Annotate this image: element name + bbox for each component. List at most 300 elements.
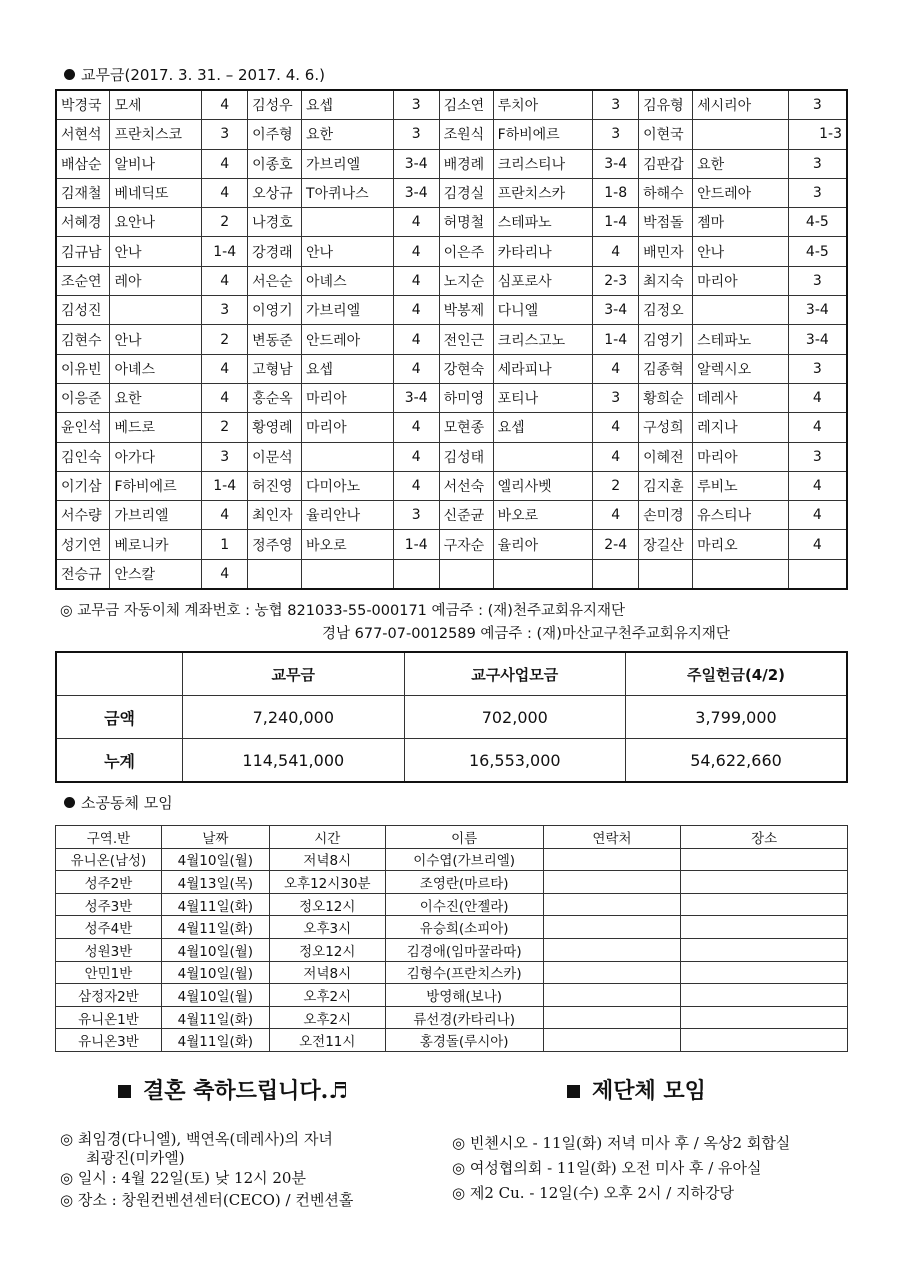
member-name: 김현수 xyxy=(56,325,110,354)
small-cell xyxy=(681,938,848,961)
dues-months: 4 xyxy=(393,208,439,237)
dues-months: 3-4 xyxy=(393,178,439,207)
member-name: 김규남 xyxy=(56,237,110,266)
table-row xyxy=(56,149,847,178)
member-name: 배삼순 xyxy=(56,149,110,178)
member-name: 고형남 xyxy=(248,354,302,383)
small-cell xyxy=(681,984,848,1007)
small-cell xyxy=(681,871,848,894)
wedding-line-1: ◎ 최임경(다니엘), 백연옥(데레사)의 자녀 xyxy=(60,1130,333,1148)
small-cell xyxy=(543,1006,681,1029)
small-cell: 유니온(남성) xyxy=(56,848,162,871)
baptismal-name xyxy=(693,559,789,589)
dues-months: 4 xyxy=(202,354,248,383)
member-name: 이유빈 xyxy=(56,354,110,383)
small-cell: 4월10일(월) xyxy=(161,961,269,984)
summary-header-cell: 주일헌금(4/2) xyxy=(626,652,848,696)
dues-table xyxy=(55,89,848,590)
baptismal-name: 요한 xyxy=(110,383,202,412)
member-name: 박점돌 xyxy=(639,208,693,237)
groups-heading xyxy=(567,1074,706,1105)
table-row xyxy=(56,237,847,266)
member-name: 나경호 xyxy=(248,208,302,237)
baptismal-name: 아녜스 xyxy=(110,354,202,383)
summary-row xyxy=(56,696,847,739)
square-bullet-icon xyxy=(567,1085,580,1098)
baptismal-name: 크리스고노 xyxy=(493,325,593,354)
dues-months: 3 xyxy=(788,90,847,120)
dues-months: 4 xyxy=(593,501,639,530)
small-header-cell: 연락처 xyxy=(543,826,681,849)
baptismal-name: 요셉 xyxy=(302,90,394,120)
dues-months: 1-4 xyxy=(393,530,439,559)
dues-months: 2-4 xyxy=(593,530,639,559)
summary-value: 114,541,000 xyxy=(183,739,405,783)
small-cell: 정오12시 xyxy=(269,938,385,961)
member-name xyxy=(639,559,693,589)
dues-months: 3 xyxy=(202,442,248,471)
baptismal-name xyxy=(110,296,202,325)
dues-months: 4 xyxy=(593,237,639,266)
dues-months: 4 xyxy=(788,471,847,500)
member-name: 신준균 xyxy=(439,501,493,530)
dues-months: 4 xyxy=(788,413,847,442)
small-cell: 정오12시 xyxy=(269,893,385,916)
small-cell: 이수진(안젤라) xyxy=(385,893,543,916)
table-row xyxy=(56,1006,848,1029)
baptismal-name: 레아 xyxy=(110,266,202,295)
small-cell xyxy=(543,893,681,916)
member-name: 서현석 xyxy=(56,120,110,149)
table-row xyxy=(56,90,847,120)
baptismal-name xyxy=(302,559,394,589)
baptismal-name: F하비에르 xyxy=(493,120,593,149)
dues-months: 3-4 xyxy=(788,325,847,354)
dues-months: 4 xyxy=(393,471,439,500)
baptismal-name xyxy=(693,296,789,325)
baptismal-name: 카타리나 xyxy=(493,237,593,266)
table-row xyxy=(56,893,848,916)
dues-months: 1-8 xyxy=(593,178,639,207)
dues-months: 4 xyxy=(788,501,847,530)
table-row xyxy=(56,501,847,530)
member-name: 김성우 xyxy=(248,90,302,120)
table-row xyxy=(56,325,847,354)
member-name: 정주영 xyxy=(248,530,302,559)
baptismal-name: 베네딕또 xyxy=(110,178,202,207)
small-header-cell: 날짜 xyxy=(161,826,269,849)
table-row xyxy=(56,471,847,500)
dues-months: 4 xyxy=(202,90,248,120)
small-cell: 4월10일(월) xyxy=(161,848,269,871)
small-cell: 오후2시 xyxy=(269,1006,385,1029)
baptismal-name: 베드로 xyxy=(110,413,202,442)
baptismal-name: 안나 xyxy=(110,237,202,266)
table-row xyxy=(56,559,847,589)
small-cell xyxy=(543,871,681,894)
table-row xyxy=(56,120,847,149)
baptismal-name: 알비나 xyxy=(110,149,202,178)
small-cell xyxy=(681,893,848,916)
baptismal-name: 요셉 xyxy=(493,413,593,442)
member-name: 장길산 xyxy=(639,530,693,559)
baptismal-name xyxy=(693,120,789,149)
groups-line-3: ◎ 제2 Cu. - 12일(수) 오후 2시 / 지하강당 xyxy=(452,1184,735,1202)
table-row xyxy=(56,266,847,295)
baptismal-name: 크리스티나 xyxy=(493,149,593,178)
small-community-table xyxy=(55,825,848,1052)
baptismal-name: 스테파노 xyxy=(693,325,789,354)
member-name: 최지숙 xyxy=(639,266,693,295)
small-cell: 성원3반 xyxy=(56,938,162,961)
table-row xyxy=(56,871,848,894)
dues-months: 2 xyxy=(202,325,248,354)
member-name: 배민자 xyxy=(639,237,693,266)
baptismal-name: 안나 xyxy=(302,237,394,266)
dues-title-text: 교무금(2017. 3. 31. – 2017. 4. 6.) xyxy=(81,66,325,84)
dues-months: 2 xyxy=(593,471,639,500)
member-name: 노지순 xyxy=(439,266,493,295)
baptismal-name: 젬마 xyxy=(693,208,789,237)
bullet-dot-icon xyxy=(64,797,75,808)
summary-table xyxy=(55,651,848,783)
baptismal-name: 유스티나 xyxy=(693,501,789,530)
member-name: 김유형 xyxy=(639,90,693,120)
dues-months: 3-4 xyxy=(593,149,639,178)
baptismal-name: 아녜스 xyxy=(302,266,394,295)
small-cell xyxy=(681,916,848,939)
member-name: 김경실 xyxy=(439,178,493,207)
small-cell: 저녁8시 xyxy=(269,961,385,984)
baptismal-name: 안스칼 xyxy=(110,559,202,589)
member-name: 김정오 xyxy=(639,296,693,325)
small-header-cell: 구역.반 xyxy=(56,826,162,849)
member-name: 서은순 xyxy=(248,266,302,295)
dues-months: 4 xyxy=(393,296,439,325)
baptismal-name: 안나 xyxy=(110,325,202,354)
dues-months: 2 xyxy=(202,208,248,237)
baptismal-name: 안드레아 xyxy=(693,178,789,207)
dues-months xyxy=(393,559,439,589)
member-name: 구성희 xyxy=(639,413,693,442)
small-cell: 성주4반 xyxy=(56,916,162,939)
small-cell: 오후3시 xyxy=(269,916,385,939)
small-cell: 성주2반 xyxy=(56,871,162,894)
baptismal-name: F하비에르 xyxy=(110,471,202,500)
small-cell: 조영란(마르타) xyxy=(385,871,543,894)
dues-months: 3 xyxy=(593,383,639,412)
dues-months: 3-4 xyxy=(393,149,439,178)
small-cell: 류선경(카타리나) xyxy=(385,1006,543,1029)
dues-months xyxy=(593,559,639,589)
small-community-title-text: 소공동체 모임 xyxy=(81,794,173,812)
summary-header-row xyxy=(56,652,847,696)
member-name: 최인자 xyxy=(248,501,302,530)
small-cell xyxy=(543,848,681,871)
dues-months: 4 xyxy=(393,354,439,383)
baptismal-name xyxy=(302,208,394,237)
small-cell: 4월13일(목) xyxy=(161,871,269,894)
member-name: 하해수 xyxy=(639,178,693,207)
baptismal-name: 안나 xyxy=(693,237,789,266)
small-cell: 4월10일(월) xyxy=(161,938,269,961)
dues-months: 3 xyxy=(393,501,439,530)
dues-months: 3 xyxy=(788,266,847,295)
groups-title: 제단체 모임 xyxy=(592,1078,706,1104)
dues-months: 3 xyxy=(788,178,847,207)
table-row xyxy=(56,296,847,325)
baptismal-name: 데레사 xyxy=(693,383,789,412)
baptismal-name: 율리안나 xyxy=(302,501,394,530)
small-cell: 유니온3반 xyxy=(56,1029,162,1052)
baptismal-name: 요한 xyxy=(302,120,394,149)
small-cell xyxy=(681,1006,848,1029)
member-name: 이은주 xyxy=(439,237,493,266)
summary-row xyxy=(56,739,847,783)
table-row xyxy=(56,354,847,383)
dues-months: 3 xyxy=(202,296,248,325)
table-row xyxy=(56,938,848,961)
member-name: 손미경 xyxy=(639,501,693,530)
summary-header-cell: 교구사업모금 xyxy=(404,652,625,696)
dues-months: 1 xyxy=(202,530,248,559)
baptismal-name: 레지나 xyxy=(693,413,789,442)
member-name: 서혜경 xyxy=(56,208,110,237)
small-header-cell: 시간 xyxy=(269,826,385,849)
member-name: 김인숙 xyxy=(56,442,110,471)
member-name: 황희순 xyxy=(639,383,693,412)
member-name: 이현국 xyxy=(639,120,693,149)
dues-months: 4 xyxy=(593,354,639,383)
dues-months: 2-3 xyxy=(593,266,639,295)
member-name: 김영기 xyxy=(639,325,693,354)
dues-months: 3 xyxy=(788,354,847,383)
small-cell xyxy=(681,1029,848,1052)
dues-months: 4 xyxy=(788,383,847,412)
member-name: 전인근 xyxy=(439,325,493,354)
member-name: 강현숙 xyxy=(439,354,493,383)
member-name: 서선숙 xyxy=(439,471,493,500)
baptismal-name: 요한 xyxy=(693,149,789,178)
member-name: 이응준 xyxy=(56,383,110,412)
baptismal-name: 스테파노 xyxy=(493,208,593,237)
dues-months: 3 xyxy=(202,120,248,149)
table-row xyxy=(56,442,847,471)
member-name: 강경래 xyxy=(248,237,302,266)
baptismal-name: 마리오 xyxy=(693,530,789,559)
small-cell: 안민1반 xyxy=(56,961,162,984)
member-name: 조원식 xyxy=(439,120,493,149)
small-cell xyxy=(543,961,681,984)
small-cell: 방영해(보나) xyxy=(385,984,543,1007)
member-name: 배경례 xyxy=(439,149,493,178)
dues-months: 4 xyxy=(202,178,248,207)
small-cell: 4월11일(화) xyxy=(161,1029,269,1052)
member-name: 김재철 xyxy=(56,178,110,207)
small-cell xyxy=(543,916,681,939)
baptismal-name: 바오로 xyxy=(493,501,593,530)
wedding-title: 결혼 축하드립니다.♬ xyxy=(143,1078,349,1104)
summary-value: 702,000 xyxy=(404,696,625,739)
member-name: 이주형 xyxy=(248,120,302,149)
dues-months: 4 xyxy=(202,149,248,178)
table-row xyxy=(56,984,848,1007)
small-cell: 김형수(프란치스카) xyxy=(385,961,543,984)
baptismal-name: 모세 xyxy=(110,90,202,120)
summary-value: 54,622,660 xyxy=(626,739,848,783)
wedding-line-2: 최광진(미카엘) xyxy=(86,1149,185,1167)
member-name: 김성태 xyxy=(439,442,493,471)
baptismal-name: 엘리사벳 xyxy=(493,471,593,500)
small-cell: 성주3반 xyxy=(56,893,162,916)
dues-months: 4 xyxy=(393,266,439,295)
baptismal-name: 프란치스코 xyxy=(110,120,202,149)
member-name: 김성진 xyxy=(56,296,110,325)
small-cell: 삼정자2반 xyxy=(56,984,162,1007)
table-row xyxy=(56,383,847,412)
member-name xyxy=(439,559,493,589)
member-name: 홍순옥 xyxy=(248,383,302,412)
baptismal-name: 가브리엘 xyxy=(110,501,202,530)
account-line-2: 경남 677-07-0012589 예금주 : (재)마산교구천주교회유지재단 xyxy=(322,626,730,642)
small-header-cell: 장소 xyxy=(681,826,848,849)
baptismal-name: 세시리아 xyxy=(693,90,789,120)
baptismal-name: 알렉시오 xyxy=(693,354,789,383)
account-line-1: ◎ 교무금 자동이체 계좌번호 : 농협 821033-55-000171 예금주 : (재)천주교회유지재단 xyxy=(60,603,626,619)
member-name: 서수량 xyxy=(56,501,110,530)
dues-months: 3 xyxy=(593,120,639,149)
member-name: 조순연 xyxy=(56,266,110,295)
baptismal-name: 바오로 xyxy=(302,530,394,559)
dues-months: 1-4 xyxy=(593,208,639,237)
member-name: 박경국 xyxy=(56,90,110,120)
member-name: 황영례 xyxy=(248,413,302,442)
baptismal-name xyxy=(302,442,394,471)
dues-months: 3-4 xyxy=(393,383,439,412)
small-cell xyxy=(543,984,681,1007)
baptismal-name: 베로니카 xyxy=(110,530,202,559)
small-cell xyxy=(543,938,681,961)
member-name: 성기연 xyxy=(56,530,110,559)
dues-months: 4-5 xyxy=(788,237,847,266)
baptismal-name: 다미아노 xyxy=(302,471,394,500)
dues-months: 3-4 xyxy=(593,296,639,325)
dues-months: 3 xyxy=(393,90,439,120)
small-cell: 김경애(임마꿀라따) xyxy=(385,938,543,961)
baptismal-name xyxy=(493,559,593,589)
table-row xyxy=(56,530,847,559)
summary-header-cell xyxy=(56,652,183,696)
member-name: 이종호 xyxy=(248,149,302,178)
dues-months: 1-4 xyxy=(202,237,248,266)
baptismal-name: 심포로사 xyxy=(493,266,593,295)
baptismal-name: 다니엘 xyxy=(493,296,593,325)
small-cell xyxy=(681,961,848,984)
baptismal-name: 가브리엘 xyxy=(302,296,394,325)
table-row xyxy=(56,1029,848,1052)
dues-months: 4 xyxy=(393,325,439,354)
member-name: 김소연 xyxy=(439,90,493,120)
table-row xyxy=(56,208,847,237)
summary-value: 3,799,000 xyxy=(626,696,848,739)
member-name: 김판갑 xyxy=(639,149,693,178)
dues-months: 1-3 xyxy=(788,120,847,149)
square-bullet-icon xyxy=(118,1085,131,1098)
member-name: 허진영 xyxy=(248,471,302,500)
dues-months: 3-4 xyxy=(788,296,847,325)
dues-months: 4 xyxy=(393,237,439,266)
bullet-dot-icon xyxy=(64,69,75,80)
baptismal-name: 요셉 xyxy=(302,354,394,383)
dues-months: 3 xyxy=(788,442,847,471)
member-name: 이기삼 xyxy=(56,471,110,500)
baptismal-name: 마리아 xyxy=(693,442,789,471)
small-cell: 오후2시 xyxy=(269,984,385,1007)
small-cell: 유니온1반 xyxy=(56,1006,162,1029)
baptismal-name: 율리아 xyxy=(493,530,593,559)
small-cell: 4월10일(월) xyxy=(161,984,269,1007)
groups-line-2: ◎ 여성협의회 - 11일(화) 오전 미사 후 / 유아실 xyxy=(452,1159,762,1177)
dues-months xyxy=(788,559,847,589)
baptismal-name: 세라피나 xyxy=(493,354,593,383)
small-cell: 오후12시30분 xyxy=(269,871,385,894)
dues-months: 4 xyxy=(788,530,847,559)
small-header-row xyxy=(56,826,848,849)
table-row xyxy=(56,961,848,984)
dues-months: 3 xyxy=(788,149,847,178)
baptismal-name xyxy=(493,442,593,471)
table-row xyxy=(56,848,848,871)
dues-months: 4 xyxy=(393,442,439,471)
small-cell: 4월11일(화) xyxy=(161,1006,269,1029)
member-name: 구자순 xyxy=(439,530,493,559)
member-name: 이문석 xyxy=(248,442,302,471)
baptismal-name: 마리아 xyxy=(693,266,789,295)
baptismal-name: 요안나 xyxy=(110,208,202,237)
member-name: 김종혁 xyxy=(639,354,693,383)
dues-months: 1-4 xyxy=(593,325,639,354)
baptismal-name: 아가다 xyxy=(110,442,202,471)
summary-row-label: 누계 xyxy=(56,739,183,783)
member-name: 하미영 xyxy=(439,383,493,412)
small-cell xyxy=(543,1029,681,1052)
small-community-title xyxy=(64,792,173,813)
dues-months: 4 xyxy=(202,501,248,530)
member-name: 박봉제 xyxy=(439,296,493,325)
baptismal-name: 프란치스카 xyxy=(493,178,593,207)
baptismal-name: 마리아 xyxy=(302,383,394,412)
small-cell: 4월11일(화) xyxy=(161,916,269,939)
summary-header-cell: 교무금 xyxy=(183,652,405,696)
member-name: 허명철 xyxy=(439,208,493,237)
groups-line-1: ◎ 빈첸시오 - 11일(화) 저녁 미사 후 / 옥상2 회합실 xyxy=(452,1134,791,1152)
baptismal-name: 루치아 xyxy=(493,90,593,120)
dues-months: 4 xyxy=(593,413,639,442)
dues-months: 1-4 xyxy=(202,471,248,500)
wedding-line-4: ◎ 장소 : 창원컨벤션센터(CECO) / 컨벤션홀 xyxy=(60,1191,354,1209)
dues-months: 4 xyxy=(393,413,439,442)
dues-section-title xyxy=(64,64,325,85)
summary-value: 16,553,000 xyxy=(404,739,625,783)
small-cell: 유승희(소피아) xyxy=(385,916,543,939)
baptismal-name: 루비노 xyxy=(693,471,789,500)
table-row xyxy=(56,413,847,442)
member-name: 이영기 xyxy=(248,296,302,325)
small-cell: 저녁8시 xyxy=(269,848,385,871)
wedding-heading xyxy=(118,1074,348,1105)
wedding-line-3: ◎ 일시 : 4월 22일(토) 낮 12시 20분 xyxy=(60,1169,306,1187)
dues-months: 4 xyxy=(202,559,248,589)
